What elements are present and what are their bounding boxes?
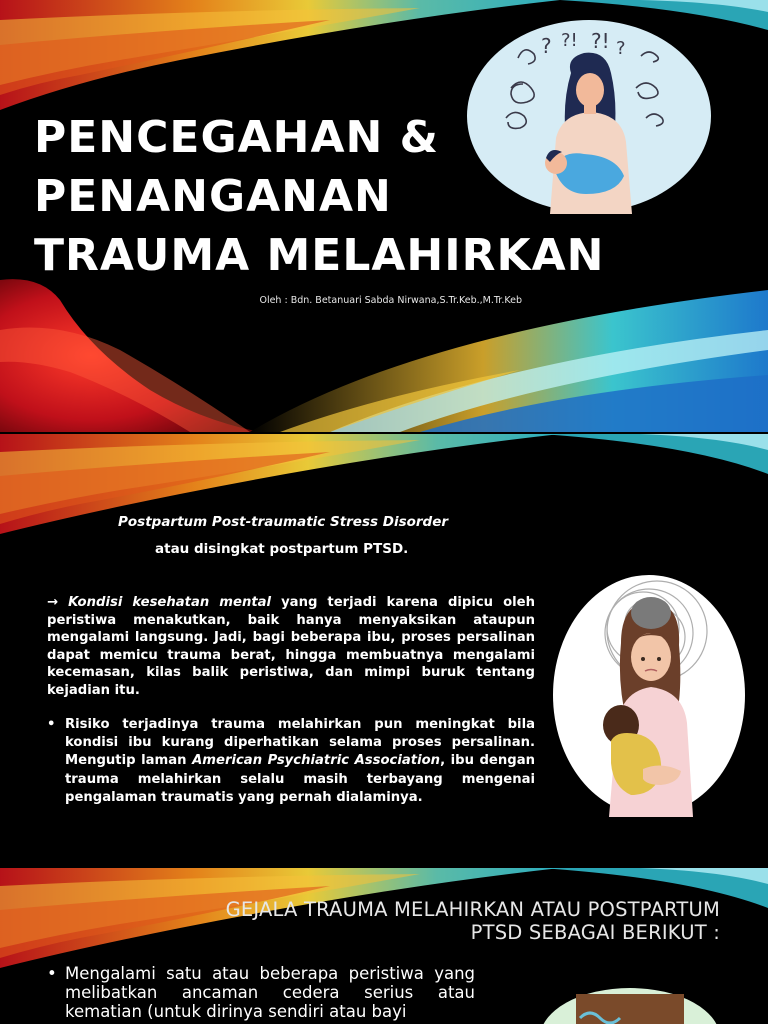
- title-line-1: PENCEGAHAN &: [34, 112, 440, 163]
- svg-text:?: ?: [541, 34, 552, 58]
- emphasis-text: Kondisi kesehatan mental: [68, 595, 272, 610]
- mother-breastfeeding-illustration: [466, 18, 712, 214]
- bullet-source-name: American Psychiatric Association: [192, 753, 441, 769]
- symptoms-heading: [160, 898, 720, 944]
- symptoms-heading-line-2: PTSD SEBAGAI BERIKUT :: [470, 921, 720, 944]
- bullet-text-suffix: , ibu dengan trauma melahirkan selalu masih terbayang mengenai pengalaman traumatis yang pernah dialaminya.: [65, 753, 535, 805]
- svg-text:?!: ?!: [561, 30, 578, 51]
- slide-title: [0, 0, 768, 432]
- title-line-2: PENANGANAN: [34, 171, 392, 222]
- svg-text:?!: ?!: [591, 29, 610, 53]
- symptom-bullet-1: [47, 964, 475, 1021]
- slide-heading-abbrev: atau disingkat postpartum PTSD.: [155, 541, 409, 557]
- author-byline: Oleh : Bdn. Betanuari Sabda Nirwana,S.Tr.Keb.,M.Tr.Keb: [259, 295, 522, 306]
- bullet-glyph: •: [47, 964, 57, 983]
- anxious-mother-illustration: [551, 573, 747, 817]
- slide-definition: [0, 434, 768, 866]
- arrow-glyph: →: [47, 595, 69, 610]
- bullet-text-prefix: Risiko terjadinya trauma melahirkan pun meningkat bila kondisi ibu kurang diperhatikan selama proses persalinan. Mengutip laman: [65, 717, 535, 769]
- paragraph-text: yang terjadi karena dipicu oleh peristiwa menakutkan, baik hanya menyaksikan ataupun mengalami langsung. Jadi, bagi beberapa ibu, proses persalinan dapat memicu trauma berat, hingga membuatnya mengalami kecemasan, kilas balik peristiwa, dan mimpi buruk tentang kejadian itu.: [47, 595, 535, 698]
- title-line-3: TRAUMA MELAHIRKAN: [34, 230, 605, 281]
- bullet-glyph: •: [47, 717, 56, 732]
- symptom-bullet-text: Mengalami satu atau beberapa peristiwa yang melibatkan ancaman cedera serius atau kematian (untuk dirinya sendiri atau bayi: [65, 964, 475, 1021]
- symptoms-illustration: [540, 978, 720, 1024]
- svg-text:?: ?: [616, 38, 626, 59]
- slide-heading-term: Postpartum Post-traumatic Stress Disorder: [118, 514, 449, 530]
- risk-bullet: [47, 716, 535, 807]
- symptoms-heading-line-1: GEJALA TRAUMA MELAHIRKAN ATAU POSTPARTUM: [225, 898, 720, 921]
- slide-symptoms: [0, 868, 768, 1024]
- definition-paragraph: [47, 594, 535, 700]
